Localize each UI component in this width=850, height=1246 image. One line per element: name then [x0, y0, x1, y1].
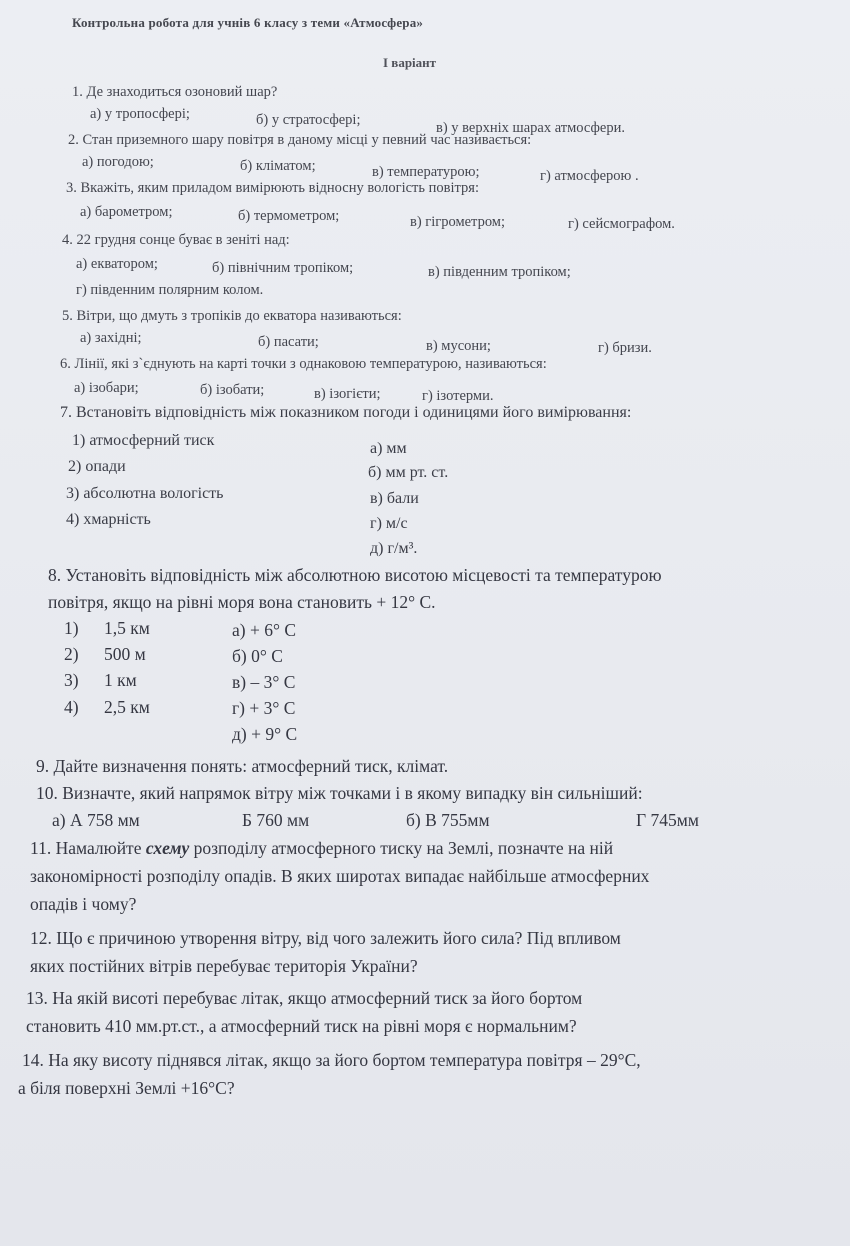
question-6: 6. Лінії, які з`єднують на карті точки з однаковою температурою, називаються: — [60, 356, 547, 372]
question-14-line2: а біля поверхні Землі +16°С? — [18, 1078, 235, 1098]
q10-point-b: Б 760 мм — [242, 810, 310, 830]
question-8: 8. Установіть відповідність між абсолютною висотою місцевості та температурою — [48, 565, 662, 585]
q8-number: 1) — [64, 618, 79, 638]
q6-option-c: в) ізогієти; — [314, 386, 381, 402]
q10-point-a: а) А 758 мм — [52, 810, 140, 830]
q8-number: 4) — [64, 697, 79, 717]
question-11-line3: опадів і чому? — [30, 894, 137, 914]
q5-option-d: г) бризи. — [598, 340, 652, 356]
q10-point-d: Г 745мм — [636, 810, 699, 830]
q11-text-post: розподілу атмосферного тиску на Землі, позначте на ній — [189, 838, 614, 858]
question-11-line2: закономірності розподілу опадів. В яких широтах випадає найбільше атмосферних — [30, 866, 650, 886]
q8-temp: б) 0° С — [232, 646, 283, 666]
question-3: 3. Вкажіть, яким приладом вимірюють відносну вологість повітря: — [66, 180, 479, 196]
q8-number: 2) — [64, 644, 79, 664]
q7-right-item: а) мм — [370, 440, 407, 457]
q7-left-item: 2) опади — [68, 458, 126, 475]
q3-option-d: г) сейсмографом. — [568, 216, 675, 232]
document-title: Контрольна робота для учнів 6 класу з теми «Атмосфера» — [72, 15, 424, 30]
q7-left-item: 3) абсолютна вологість — [66, 485, 224, 502]
q7-left-item: 4) хмарність — [66, 511, 151, 528]
q8-temp: в) – 3° С — [232, 672, 296, 692]
q3-option-a: а) барометром; — [80, 204, 173, 220]
question-14: 14. На яку висоту піднявся літак, якщо за його бортом температура повітря – 29°С, — [22, 1050, 641, 1070]
question-5: 5. Вітри, що дмуть з тропіків до екватора називаються: — [62, 308, 402, 324]
q8-height: 2,5 км — [104, 697, 150, 717]
q5-option-c: в) мусони; — [426, 338, 491, 354]
q1-option-b: б) у стратосфері; — [256, 112, 361, 128]
q8-height: 1,5 км — [104, 618, 150, 638]
q11-text-pre: 11. Намалюйте — [30, 838, 146, 858]
question-8-cont: повітря, якщо на рівні моря вона становить + 12° С. — [48, 592, 436, 612]
q8-temp: а) + 6° С — [232, 620, 297, 640]
q4-option-d: г) південним полярним колом. — [76, 282, 264, 298]
q1-option-a: а) у тропосфері; — [90, 106, 190, 122]
q2-option-d: г) атмосферою . — [540, 168, 639, 184]
q5-option-a: а) західні; — [80, 330, 142, 346]
q7-right-item: в) бали — [370, 490, 419, 507]
q5-option-b: б) пасати; — [258, 334, 319, 350]
question-2: 2. Стан приземного шару повітря в даному місці у певний час називається: — [68, 132, 532, 148]
question-13-line2: становить 410 мм.рт.ст., а атмосферний тиск на рівні моря є нормальним? — [26, 1016, 577, 1036]
q6-option-b: б) ізобати; — [200, 382, 265, 398]
q4-option-a: а) екватором; — [76, 256, 158, 272]
question-12: 12. Що є причиною утворення вітру, від чого залежить його сила? Під впливом — [30, 928, 621, 948]
q8-height: 1 км — [104, 670, 137, 690]
question-9: 9. Дайте визначення понять: атмосферний тиск, клімат. — [36, 756, 449, 776]
question-10: 10. Визначте, який напрямок вітру між точками і в якому випадку він сильніший: — [36, 783, 643, 803]
variant-label: І варіант — [383, 55, 437, 70]
question-7: 7. Встановіть відповідність між показником погоди і одиницями його вимірювання: — [60, 404, 632, 421]
question-12-line2: яких постійних вітрів перебуває територія України? — [30, 956, 418, 976]
q4-option-b: б) північним тропіком; — [212, 260, 354, 276]
q7-right-item: б) мм рт. ст. — [368, 464, 449, 481]
question-1: 1. Де знаходиться озоновий шар? — [72, 84, 278, 100]
q2-option-c: в) температурою; — [372, 164, 480, 180]
question-11 — [30, 838, 613, 858]
q7-left-item: 1) атмосферний тиск — [72, 432, 215, 449]
q2-option-a: а) погодою; — [82, 154, 154, 170]
q8-temp: г) + 3° С — [232, 698, 296, 718]
q6-option-d: г) ізотерми. — [422, 388, 494, 404]
q10-point-c: б) В 755мм — [406, 810, 490, 830]
q8-number: 3) — [64, 670, 79, 690]
q2-option-b: б) кліматом; — [240, 158, 316, 174]
q3-option-c: в) гігрометром; — [410, 214, 506, 230]
q11-emphasis: схему — [145, 838, 190, 858]
q3-option-b: б) термометром; — [238, 208, 340, 224]
question-4: 4. 22 грудня сонце буває в зеніті над: — [62, 232, 290, 248]
q4-option-c: в) південним тропіком; — [428, 264, 571, 280]
question-13: 13. На якій висоті перебуває літак, якщо атмосферний тиск за його бортом — [26, 988, 583, 1008]
q7-right-item: д) г/м³. — [370, 540, 418, 557]
q8-height: 500 м — [104, 644, 146, 664]
q6-option-a: а) ізобари; — [74, 380, 139, 396]
q1-option-c: в) у верхніх шарах атмосфери. — [436, 120, 625, 136]
q7-right-item: г) м/с — [370, 515, 408, 532]
q8-temp: д) + 9° С — [232, 724, 298, 744]
